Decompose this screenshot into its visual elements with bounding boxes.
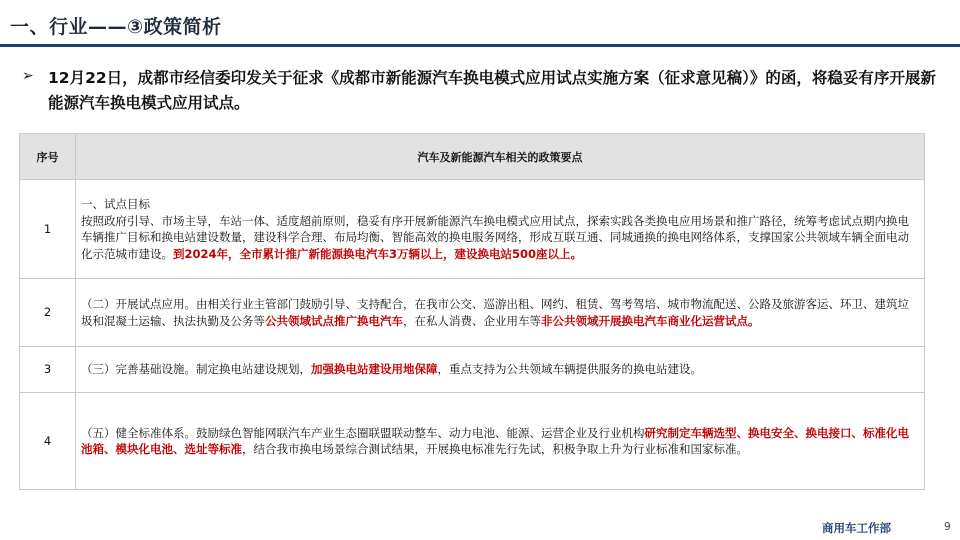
row-text: ，重点支持为公共领域车辆提供服务的换电站建设。 [437,362,702,377]
row-heading: 一、试点目标 [81,197,150,211]
row-highlight: 非公共领域开展换电汽车商业化运营试点。 [541,313,760,328]
row-text: ，在私人消费、企业用车等 [403,313,541,328]
bullet-arrow-icon: ➢ [22,68,34,84]
table-row [20,347,925,393]
header-index: 序号 [20,134,76,180]
table-row [20,393,925,490]
row-content [76,347,925,393]
row-highlight: 到2024年，全市累计推广新能源换电汽车3万辆以上，建设换电站500座以上。 [173,246,583,261]
row-index: 3 [20,347,76,393]
row-highlight: 加强换电站建设用地保障 [311,362,438,377]
table-row [20,279,925,347]
table-header-row [20,134,925,180]
page-title: 一、行业——③政策简析 [10,16,222,38]
row-text: （五）健全标准体系。鼓励绿色智能网联汽车产业生态圈联盟联动整车、动力电池、能源、运营企业及行业机构 [81,425,645,440]
lead-paragraph: 12月22日，成都市经信委印发关于征求《成都市新能源汽车换电模式应用试点实施方案（征求意见稿）》的函，将稳妥有序开展新能源汽车换电模式应用试点。 [48,69,936,112]
row-highlight: 研究制定车辆选型、换电安全、换电接口、标准化电池箱、模块化电池、选址等标准 [81,425,909,456]
row-text: （三）完善基础设施。制定换电站建设规划， [81,362,311,377]
row-content [76,393,925,490]
policy-table [19,133,925,490]
row-highlight: 公共领域试点推广换电汽车 [265,313,403,328]
row-content [76,180,925,279]
row-index: 2 [20,279,76,347]
header-content: 汽车及新能源汽车相关的政策要点 [76,134,925,180]
table-row [20,180,925,279]
title-divider [0,44,960,47]
footer-department: 商用车工作部 [822,521,891,535]
page-number: 9 [944,521,951,533]
row-content [76,279,925,347]
row-text: ，结合我市换电场景综合测试结果，开展换电标准先行先试，积极争取上升为行业标准和国家标准。 [242,442,748,456]
row-text: 按照政府引导、市场主导，车站一体、适度超前原则，稳妥有序开展新能源汽车换电模式应用试点，探索实践各类换电应用场景和推广路径，统筹考虑试点期内换电车辆推广目标和换电站建设数量，建设科学合理、布局均衡、智能高效的换电服务网络，形成互联互通、同城通换的换电网络体系，支撑国家公共领域车辆全面电动化示范城市建设。 [81,213,909,261]
row-index: 1 [20,180,76,279]
row-index: 4 [20,393,76,490]
row-text: （二）开展试点应用。由相关行业主管部门鼓励引导、支持配合，在我市公交、巡游出租、网约、租赁、驾考驾培、城市物流配送、公路及旅游客运、环卫、建筑垃圾和混凝土运输、执法执勤及公务等 [81,297,909,328]
